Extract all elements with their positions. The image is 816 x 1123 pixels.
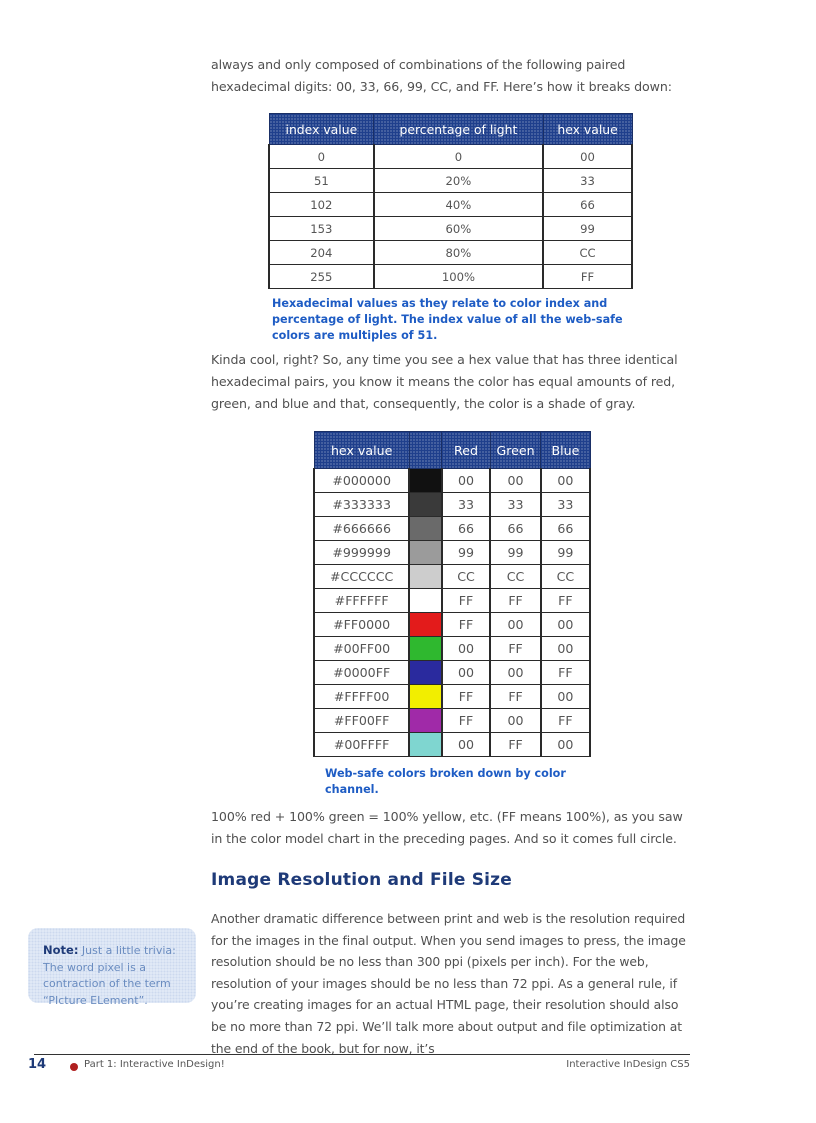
channel-cell: 33 bbox=[490, 493, 541, 517]
table-cell: 40% bbox=[374, 193, 543, 217]
channel-cell: 00 bbox=[442, 469, 491, 493]
channel-cell: CC bbox=[541, 565, 590, 589]
channel-cell: FF bbox=[541, 709, 590, 733]
table-header-row bbox=[269, 114, 632, 145]
channel-cell: CC bbox=[490, 565, 541, 589]
color-channel-table bbox=[313, 431, 591, 757]
table-cell: 33 bbox=[543, 169, 632, 193]
hex-index-table-body bbox=[269, 145, 632, 289]
color-swatch bbox=[409, 469, 441, 493]
hex-table-caption: Hexadecimal values as they relate to color index and percentage of light. The index value of all the web-safe colors are multiples of 51. bbox=[272, 297, 623, 342]
table-row bbox=[314, 493, 590, 517]
gray-paragraph: Kinda cool, right? So, any time you see a hex value that has three identical hexadecimal pairs, you know it means the color has equal amounts of red, green, and blue and that, consequently, the color is a shade of gray. bbox=[211, 352, 678, 411]
note-text bbox=[43, 942, 183, 1009]
table-cell: 0 bbox=[374, 145, 543, 169]
table-row bbox=[314, 685, 590, 709]
table-row bbox=[314, 613, 590, 637]
hex-cell: #CCCCCC bbox=[314, 565, 409, 589]
channel-cell: FF bbox=[490, 685, 541, 709]
hex-cell: #FF00FF bbox=[314, 709, 409, 733]
table-cell: 153 bbox=[269, 217, 374, 241]
table-row bbox=[269, 217, 632, 241]
section-heading: Image Resolution and File Size bbox=[211, 870, 513, 890]
channel-cell: 00 bbox=[442, 661, 491, 685]
page-number: 14 bbox=[28, 1057, 47, 1072]
channel-cell: FF bbox=[442, 613, 491, 637]
table-cell: 66 bbox=[543, 193, 632, 217]
table-cell: FF bbox=[543, 265, 632, 289]
channel-cell: 66 bbox=[490, 517, 541, 541]
color-channel-table-body bbox=[314, 469, 590, 757]
channel-cell: FF bbox=[442, 709, 491, 733]
hex-cell: #0000FF bbox=[314, 661, 409, 685]
swatch-column-header bbox=[409, 432, 441, 469]
table-row bbox=[314, 733, 590, 757]
hex-cell: #666666 bbox=[314, 517, 409, 541]
color-swatch bbox=[409, 685, 441, 709]
table-row bbox=[269, 145, 632, 169]
table-row bbox=[314, 565, 590, 589]
channel-cell: 99 bbox=[541, 541, 590, 565]
table-row bbox=[269, 265, 632, 289]
footer-divider bbox=[34, 1054, 690, 1055]
column-header: Green bbox=[490, 432, 541, 469]
column-header: Blue bbox=[541, 432, 590, 469]
channel-cell: FF bbox=[541, 661, 590, 685]
channel-cell: 00 bbox=[541, 613, 590, 637]
channel-cell: FF bbox=[490, 733, 541, 757]
channel-cell: 00 bbox=[541, 733, 590, 757]
channel-cell: 00 bbox=[490, 661, 541, 685]
table-cell: 99 bbox=[543, 217, 632, 241]
hex-cell: #00FFFF bbox=[314, 733, 409, 757]
table-cell: CC bbox=[543, 241, 632, 265]
channel-cell: 00 bbox=[442, 637, 491, 661]
yellow-paragraph: 100% red + 100% green = 100% yellow, etc. (FF means 100%), as you saw in the color model chart in the preceding pages. And so it comes full circle. bbox=[211, 809, 683, 846]
color-table-caption: Web-safe colors broken down by color channel. bbox=[325, 767, 566, 796]
channel-cell: 99 bbox=[490, 541, 541, 565]
channel-cell: 00 bbox=[490, 469, 541, 493]
column-header: Red bbox=[442, 432, 491, 469]
color-swatch bbox=[409, 541, 441, 565]
table-row bbox=[314, 709, 590, 733]
channel-cell: 00 bbox=[541, 637, 590, 661]
table-row bbox=[314, 637, 590, 661]
channel-cell: 66 bbox=[541, 517, 590, 541]
table-row bbox=[269, 193, 632, 217]
table-cell: 204 bbox=[269, 241, 374, 265]
table-cell: 0 bbox=[269, 145, 374, 169]
color-swatch bbox=[409, 517, 441, 541]
hex-cell: #000000 bbox=[314, 469, 409, 493]
channel-cell: 00 bbox=[490, 613, 541, 637]
channel-cell: 66 bbox=[442, 517, 491, 541]
color-swatch bbox=[409, 661, 441, 685]
channel-cell: 99 bbox=[442, 541, 491, 565]
table-row bbox=[269, 169, 632, 193]
table-row bbox=[314, 541, 590, 565]
channel-cell: FF bbox=[541, 589, 590, 613]
hex-cell: #FFFFFF bbox=[314, 589, 409, 613]
table-cell: 100% bbox=[374, 265, 543, 289]
table-cell: 20% bbox=[374, 169, 543, 193]
intro-paragraph: always and only composed of combinations of the following paired hexadecimal digits: 00, 33, 66, 99, CC, and FF. Here’s how it breaks down: bbox=[211, 57, 672, 94]
table-row bbox=[314, 589, 590, 613]
channel-cell: 00 bbox=[541, 469, 590, 493]
color-swatch bbox=[409, 493, 441, 517]
color-swatch bbox=[409, 613, 441, 637]
column-header: index value bbox=[269, 114, 374, 145]
footer-book-title: Interactive InDesign CS5 bbox=[566, 1059, 690, 1070]
channel-cell: 00 bbox=[442, 733, 491, 757]
channel-cell: 33 bbox=[442, 493, 491, 517]
table-header-row bbox=[314, 432, 590, 469]
channel-cell: FF bbox=[490, 589, 541, 613]
column-header: hex value bbox=[314, 432, 409, 469]
table-row bbox=[314, 517, 590, 541]
footer-part-title: Part 1: Interactive InDesign! bbox=[84, 1059, 225, 1070]
table-cell: 00 bbox=[543, 145, 632, 169]
channel-cell: FF bbox=[442, 685, 491, 709]
table-row bbox=[314, 469, 590, 493]
color-swatch bbox=[409, 589, 441, 613]
channel-cell: 00 bbox=[490, 709, 541, 733]
column-header: hex value bbox=[543, 114, 632, 145]
hex-cell: #999999 bbox=[314, 541, 409, 565]
footer-bullet-icon bbox=[70, 1063, 78, 1071]
color-swatch bbox=[409, 565, 441, 589]
color-swatch bbox=[409, 637, 441, 661]
table-cell: 60% bbox=[374, 217, 543, 241]
channel-cell: FF bbox=[442, 589, 491, 613]
resolution-paragraph: Another dramatic difference between print and web is the resolution required for the images in the final output. When you send images to press, the image resolution should be no less than 300 ppi (pixels per inch). For the web, resolution of your images should be no less than 72 ppi. As a general rule, if you’re creating images for an actual HTML page, their resolution should also be no more than 72 ppi. We’ll talk more about output and file optimization at the end of the book, but for now, it’s bbox=[211, 911, 686, 1056]
column-header: percentage of light bbox=[374, 114, 543, 145]
hex-index-table bbox=[268, 113, 633, 289]
table-cell: 80% bbox=[374, 241, 543, 265]
note-label: Note: bbox=[43, 943, 79, 957]
channel-cell: FF bbox=[490, 637, 541, 661]
table-cell: 51 bbox=[269, 169, 374, 193]
table-cell: 255 bbox=[269, 265, 374, 289]
table-cell: 102 bbox=[269, 193, 374, 217]
channel-cell: 00 bbox=[541, 685, 590, 709]
hex-cell: #00FF00 bbox=[314, 637, 409, 661]
hex-cell: #FFFF00 bbox=[314, 685, 409, 709]
channel-cell: CC bbox=[442, 565, 491, 589]
hex-cell: #333333 bbox=[314, 493, 409, 517]
color-swatch bbox=[409, 733, 441, 757]
note-body: Just a little trivia: The word pixel is a contraction of the term “PIcture ELement”. bbox=[43, 944, 176, 1007]
channel-cell: 33 bbox=[541, 493, 590, 517]
table-row bbox=[314, 661, 590, 685]
hex-cell: #FF0000 bbox=[314, 613, 409, 637]
table-row bbox=[269, 241, 632, 265]
color-swatch bbox=[409, 709, 441, 733]
